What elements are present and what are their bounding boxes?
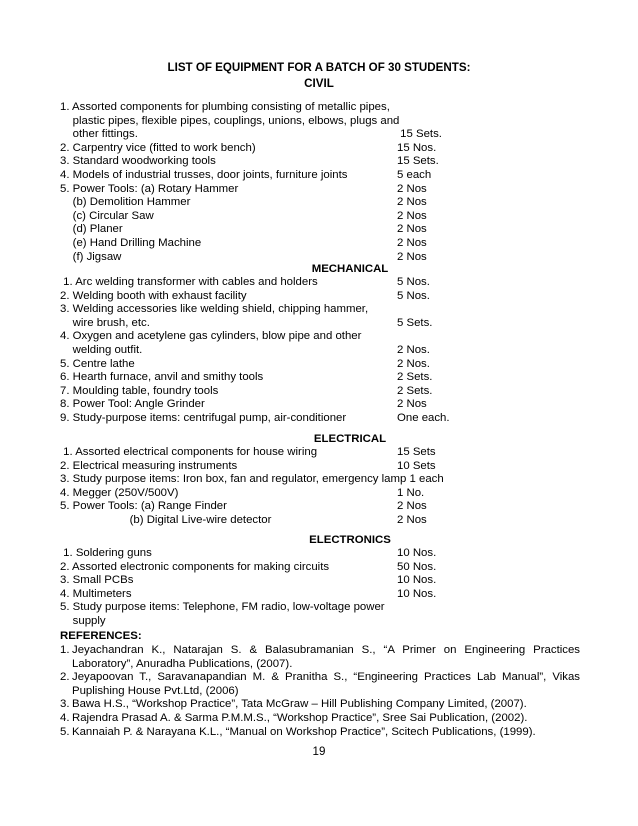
item-quantity: 10 Nos. [397,574,437,587]
list-item [60,514,580,528]
list-item [60,101,580,115]
item-description: 4. Oxygen and acetylene gas cylinders, blow pipe and other [60,330,362,343]
section-heading-electrical: ELECTRICAL [313,433,387,445]
item-quantity: 2 Nos [397,236,427,249]
item-description: wire brush, etc. [60,316,150,329]
item-description: 4. Megger (250V/500V) [60,486,179,499]
electrical-equipment-list [60,446,580,528]
item-quantity: 10 Nos. [397,587,437,600]
item-quantity: 1 No. [397,486,425,499]
list-item [60,473,580,487]
reference-item [60,712,580,726]
list-item [60,371,580,385]
references-heading: REFERENCES: [60,630,142,642]
item-description: (b) Digital Live-wire detector [60,513,272,526]
list-item [60,574,580,588]
item-quantity: 10 Sets [397,459,436,472]
item-quantity: 2 Sets. [397,371,433,384]
list-item [60,358,580,372]
item-quantity: 5 Nos. [397,289,430,302]
item-description: other fittings. [60,128,138,141]
item-description: 3. Small PCBs [60,574,134,587]
item-quantity: 2 Nos [397,196,427,209]
item-description: 2. Assorted electronic components for making circuits [60,560,330,573]
reference-text: Bawa H.S., “Workshop Practice”, Tata McGraw – Hill Publishing Company Limited, (2007). [72,698,527,711]
reference-text: Jeyachandran K., Natarajan S. & Balasubramanian S., “A Primer on Engineering Practices Laboratory”, Anuradha Publications, (2007). [72,644,580,670]
item-description: 4. Multimeters [60,587,132,600]
item-description: 1. Arc welding transformer with cables and holders [60,276,318,288]
item-description: 2. Welding booth with exhaust facility [60,289,247,302]
item-description: 5. Centre lathe [60,357,135,370]
item-description: 8. Power Tool: Angle Grinder [60,398,205,411]
item-description: 2. Carpentry vice (fitted to work bench) [60,141,256,154]
list-item [60,290,580,304]
list-item [60,398,580,412]
references-section [60,629,580,739]
electronics-section [60,533,580,629]
item-description: (b) Demolition Hammer [60,196,191,209]
reference-item [60,644,580,671]
list-item [60,223,580,237]
reference-number: 5. [60,725,70,738]
item-description: plastic pipes, flexible pipes, couplings, unions, elbows, plugs and [60,114,400,127]
list-item [60,237,580,251]
list-item [60,210,580,224]
item-description: 2. Electrical measuring instruments [60,459,238,472]
list-item [60,561,580,575]
item-description: 5. Power Tools: (a) Rotary Hammer [60,182,239,195]
item-quantity: 15 Sets [397,446,436,458]
item-description: 1. Soldering guns [60,547,152,559]
item-description: 5. Power Tools: (a) Range Finder [60,500,227,513]
reference-text: Kannaiah P. & Narayana K.L., “Manual on Workshop Practice”, Scitech Publications, (1999). [72,725,536,738]
mechanical-equipment-list [60,276,580,426]
item-quantity: 2 Nos [397,500,427,513]
reference-number: 1. [60,644,70,656]
list-item [60,588,580,602]
item-quantity: 2 Nos [397,223,427,236]
item-description: (c) Circular Saw [60,209,154,222]
reference-text: Rajendra Prasad A. & Sarma P.M.M.S., “Workshop Practice”, Sree Sai Publication, (2002). [72,711,528,724]
item-quantity: 15 Nos. [397,141,437,154]
item-quantity: 5 each [397,168,432,181]
item-description: 3. Study purpose items: Iron box, fan and regulator, emergency lamp 1 each [60,473,444,486]
item-description: 9. Study-purpose items: centrifugal pump, air-conditioner [60,411,347,424]
item-quantity: One each. [397,411,450,424]
item-quantity: 2 Nos [397,250,427,263]
list-item [60,385,580,399]
list-item [60,487,580,501]
item-quantity: 2 Nos [397,398,427,411]
item-quantity: 5 Sets. [397,316,433,329]
item-description: 6. Hearth furnace, anvil and smithy tools [60,371,264,384]
list-item [60,615,580,629]
item-quantity: 2 Nos [397,209,427,222]
item-description: 7. Moulding table, foundry tools [60,384,219,397]
list-item [60,169,580,183]
item-description: 3. Standard woodworking tools [60,155,216,168]
item-quantity: 50 Nos. [397,560,437,573]
list-item [60,196,580,210]
item-description: supply [60,614,106,627]
mechanical-section [60,262,580,426]
item-quantity: 2 Nos. [397,343,430,356]
electronics-equipment-list [60,547,580,629]
page-number: 19 [312,745,326,758]
item-quantity: 5 Nos. [397,276,430,288]
list-item [60,142,580,156]
list-item [60,155,580,169]
item-quantity: 2 Nos [397,513,427,526]
item-description: (e) Hand Drilling Machine [60,236,202,249]
item-quantity: 2 Nos. [397,357,430,370]
electrical-section [60,432,580,528]
item-description: 1. Assorted components for plumbing consisting of metallic pipes, [60,101,390,113]
civil-equipment-list [60,101,580,264]
item-quantity: 15 Sets. [397,155,439,168]
item-quantity: 2 Sets. [397,384,433,397]
list-item [60,601,580,615]
reference-text: Jeyapoovan T., Saravanapandian M. & Pranitha S., “Engineering Practices Lab Manual”, Vikas Puplishing House Pvt.Ltd, (2006) [72,671,580,697]
item-quantity: 15 Sets. [397,128,442,141]
item-description: (f) Jigsaw [60,250,122,263]
list-item [60,460,580,474]
list-item [60,547,580,561]
reference-number: 4. [60,711,70,724]
reference-number: 2. [60,671,70,684]
item-quantity: 10 Nos. [397,547,437,559]
list-item [60,446,580,460]
list-item [60,128,580,142]
list-item [60,412,580,426]
item-description: 3. Welding accessories like welding shield, chipping hammer, [60,303,369,316]
reference-item [60,698,580,712]
list-item [60,115,580,129]
section-heading-electronics: ELECTRONICS [309,534,391,546]
list-item [60,303,580,317]
reference-item [60,671,580,698]
item-description: 4. Models of industrial trusses, door joints, furniture joints [60,168,348,181]
item-quantity: 2 Nos [397,182,427,195]
list-item [60,500,580,514]
reference-item [60,726,580,740]
item-description: welding outfit. [60,343,143,356]
list-item [60,344,580,358]
list-item [60,276,580,290]
list-item [60,330,580,344]
section-heading-mechanical: MECHANICAL [311,263,389,275]
item-description: 1. Assorted electrical components for house wiring [60,446,318,458]
references-list [60,644,580,739]
item-description: (d) Planer [60,223,123,236]
reference-number: 3. [60,698,70,711]
page-title: LIST OF EQUIPMENT FOR A BATCH OF 30 STUDENTS: [167,61,471,74]
item-description: 5. Study purpose items: Telephone, FM radio, low-voltage power [60,601,385,614]
section-heading-civil: CIVIL [304,77,334,90]
list-item [60,183,580,197]
list-item [60,317,580,331]
